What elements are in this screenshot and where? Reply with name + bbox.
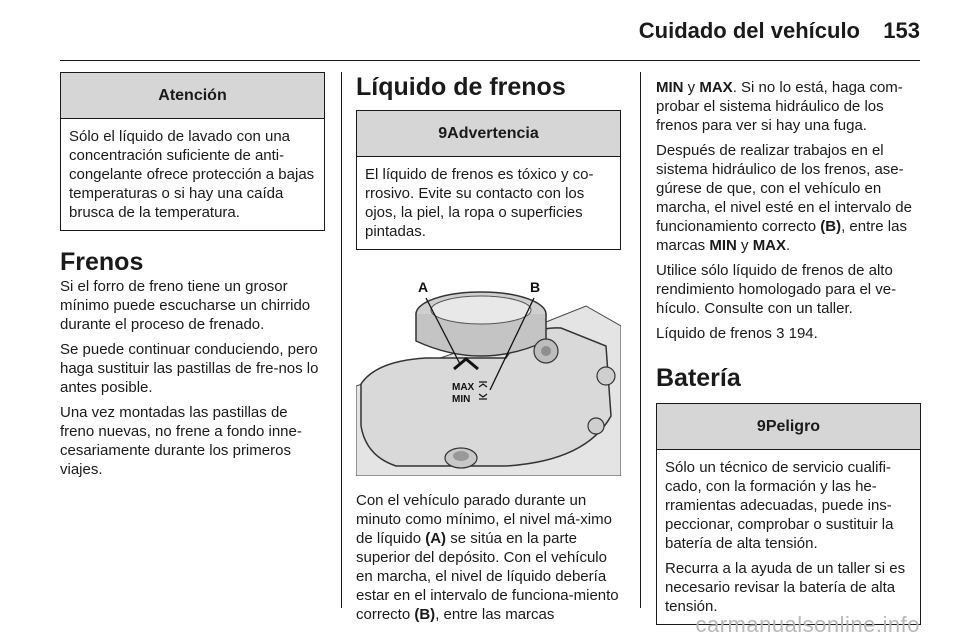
section-title-liquido-frenos: Líquido de frenos [356,73,566,101]
figure-mark-min: MIN [452,394,471,405]
frenos-section [60,247,325,479]
notice-text: Sólo el líquido de lavado con una concentración suficiente de anti-congelante ofrece protección a bajas temperaturas o si hay una caída brusca de la temperatura. [69,128,315,221]
section-title-bateria: Batería [656,364,741,392]
warning-heading [357,111,620,157]
figure-label-a: A [418,279,429,295]
running-header-title: Cuidado del vehículo [638,18,860,43]
fluid-recommendation-paragraph: Utilice sólo líquido de frenos de alto rendimiento homologado para el ve-hículo. Consulte con un taller. [656,262,897,317]
brake-fluid-reservoir-figure [356,266,621,476]
header-rule [60,60,920,61]
frenos-paragraph-1: Si el forro de freno tiene un grosor mínimo puede escucharse un chirrido durante el proceso de frenado. [60,278,311,333]
notice-heading: Atención [61,73,324,119]
warning-text: El líquido de frenos es tóxico y co-rrosivo. Evite su contacto con los ojos, la piel, la ropa o superficies pintadas. [365,166,594,240]
page-reference-icon: 3 [776,325,785,342]
warning-label: Advertencia [447,125,539,142]
danger-heading [657,404,920,450]
column-divider [640,72,641,608]
continued-paragraph: MIN y MAX. Si no lo está, haga com-probar el sistema hidráulico de los frenos para ver si hay una fuga. [656,79,903,134]
danger-box [656,403,921,625]
after-work-paragraph: Después de realizar trabajos en el sistema hidráulico de los frenos, ase-gúrese de que, con el vehículo en marcha, el nivel esté en el intervalo de funcionamiento correcto (B), entre las marcas MIN y MAX. [656,142,912,254]
section-title-frenos: Frenos [60,248,144,276]
page-number: 153 [883,18,920,43]
watermark: carmanualsonline.info [695,612,920,637]
column-1 [60,72,325,479]
warning-triangle-icon: 9 [438,125,448,142]
danger-text-2: Recurra a la ayuda de un taller si es necesario revisar la batería de alta tensión. [665,560,906,615]
column-2 [356,72,621,624]
frenos-paragraph-2: Se puede continuar conduciendo, pero haga sustituir las pastillas de fre-nos lo antes posible. [60,341,319,396]
column-divider [341,72,342,608]
figure-mark-max: MAX [452,382,475,393]
danger-label: Peligro [765,418,821,435]
column-3 [656,78,921,625]
frenos-paragraph-3: Una vez montadas las pastillas de freno nuevas, no frene a fondo inne-cesariamente durante los primeros viajes. [60,404,302,478]
danger-triangle-icon: 9 [756,418,766,435]
warning-box [356,110,621,250]
danger-text-1: Sólo un técnico de servicio cualifi-cado, con la formación y las he-rramientas adecuadas, puede ins-peccionar, comprobar o sustituir la batería de alta tensión. [665,459,894,552]
cross-reference[interactable]: Líquido de frenos 3 194. [656,325,818,342]
liquido-paragraph: Con el vehículo parado durante un minuto como mínimo, el nivel má-ximo de líquido (A) se sitúa en la parte superior del depósito. Con el vehículo en marcha, el nivel de líquido debería estar en el intervalo de funciona-miento correcto (B), entre las marcas [356,492,619,623]
notice-box [60,72,325,231]
figure-label-b: B [530,279,541,295]
